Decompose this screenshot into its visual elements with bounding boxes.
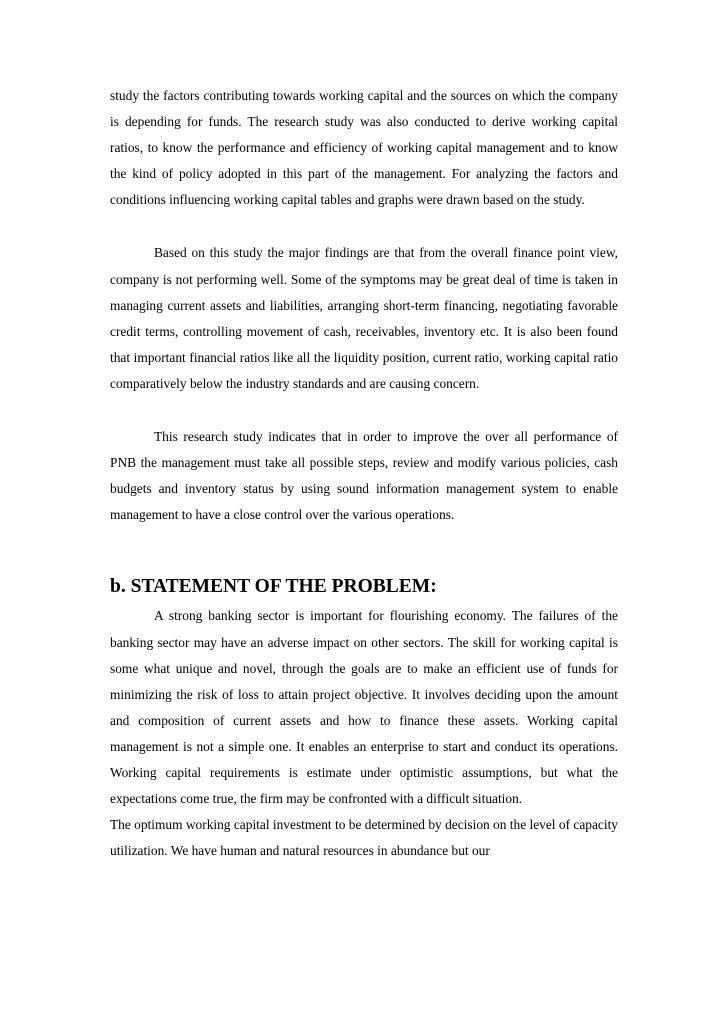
paragraph-spacer	[110, 397, 618, 424]
paragraph-banking-sector: A strong banking sector is important for flourishing economy. The failures of the banking sector may have an adverse impact on other sectors. The skill for working capital is some what unique and novel, through the goals are to make an efficient use of funds for minimizing the risk of loss to attain project objective. It involves deciding upon the amount and composition of current assets and how to finance these assets. Working capital management is not a simple one. It enables an enterprise to start and conduct its operations. Working capital requirements is estimate under optimistic assumptions, but what the expectations come true, the firm may be confronted with a difficult situation.	[110, 608, 618, 807]
paragraph-spacer	[110, 213, 618, 240]
section-spacer	[110, 528, 618, 574]
paragraph-major-findings: Based on this study the major findings are that from the overall finance point view, company is not performing well. Some of the symptoms may be great deal of time is taken in managing current assets and liabilities, arranging short-term financing, negotiating favorable credit terms, controlling movement of cash, receivables, inventory etc. It is also been found that important financial ratios like all the liquidity position, current ratio, working capital ratio comparatively below the industry standards and are causing concern.	[110, 245, 618, 391]
paragraph-optimum-working-capital: The optimum working capital investment to be determined by decision on the level of capacity utilization. We have human and natural resources in abundance but our	[110, 817, 618, 859]
section-heading-statement-of-problem: b. STATEMENT OF THE PROBLEM:	[110, 576, 437, 598]
paragraph-research-indicates: This research study indicates that in order to improve the over all performance of PNB the management must take all possible steps, review and modify various policies, cash budgets and inventory status by using sound information management system to enable management to have a close control over the various operations.	[110, 429, 618, 523]
paragraph-study-factors: study the factors contributing towards working capital and the sources on which the company is depending for funds. The research study was also conducted to derive working capital ratios, to know the performance and efficiency of working capital management and to know the kind of policy adopted in this part of the management. For analyzing the factors and conditions influencing working capital tables and graphs were drawn based on the study.	[110, 88, 618, 208]
document-page	[110, 83, 618, 864]
